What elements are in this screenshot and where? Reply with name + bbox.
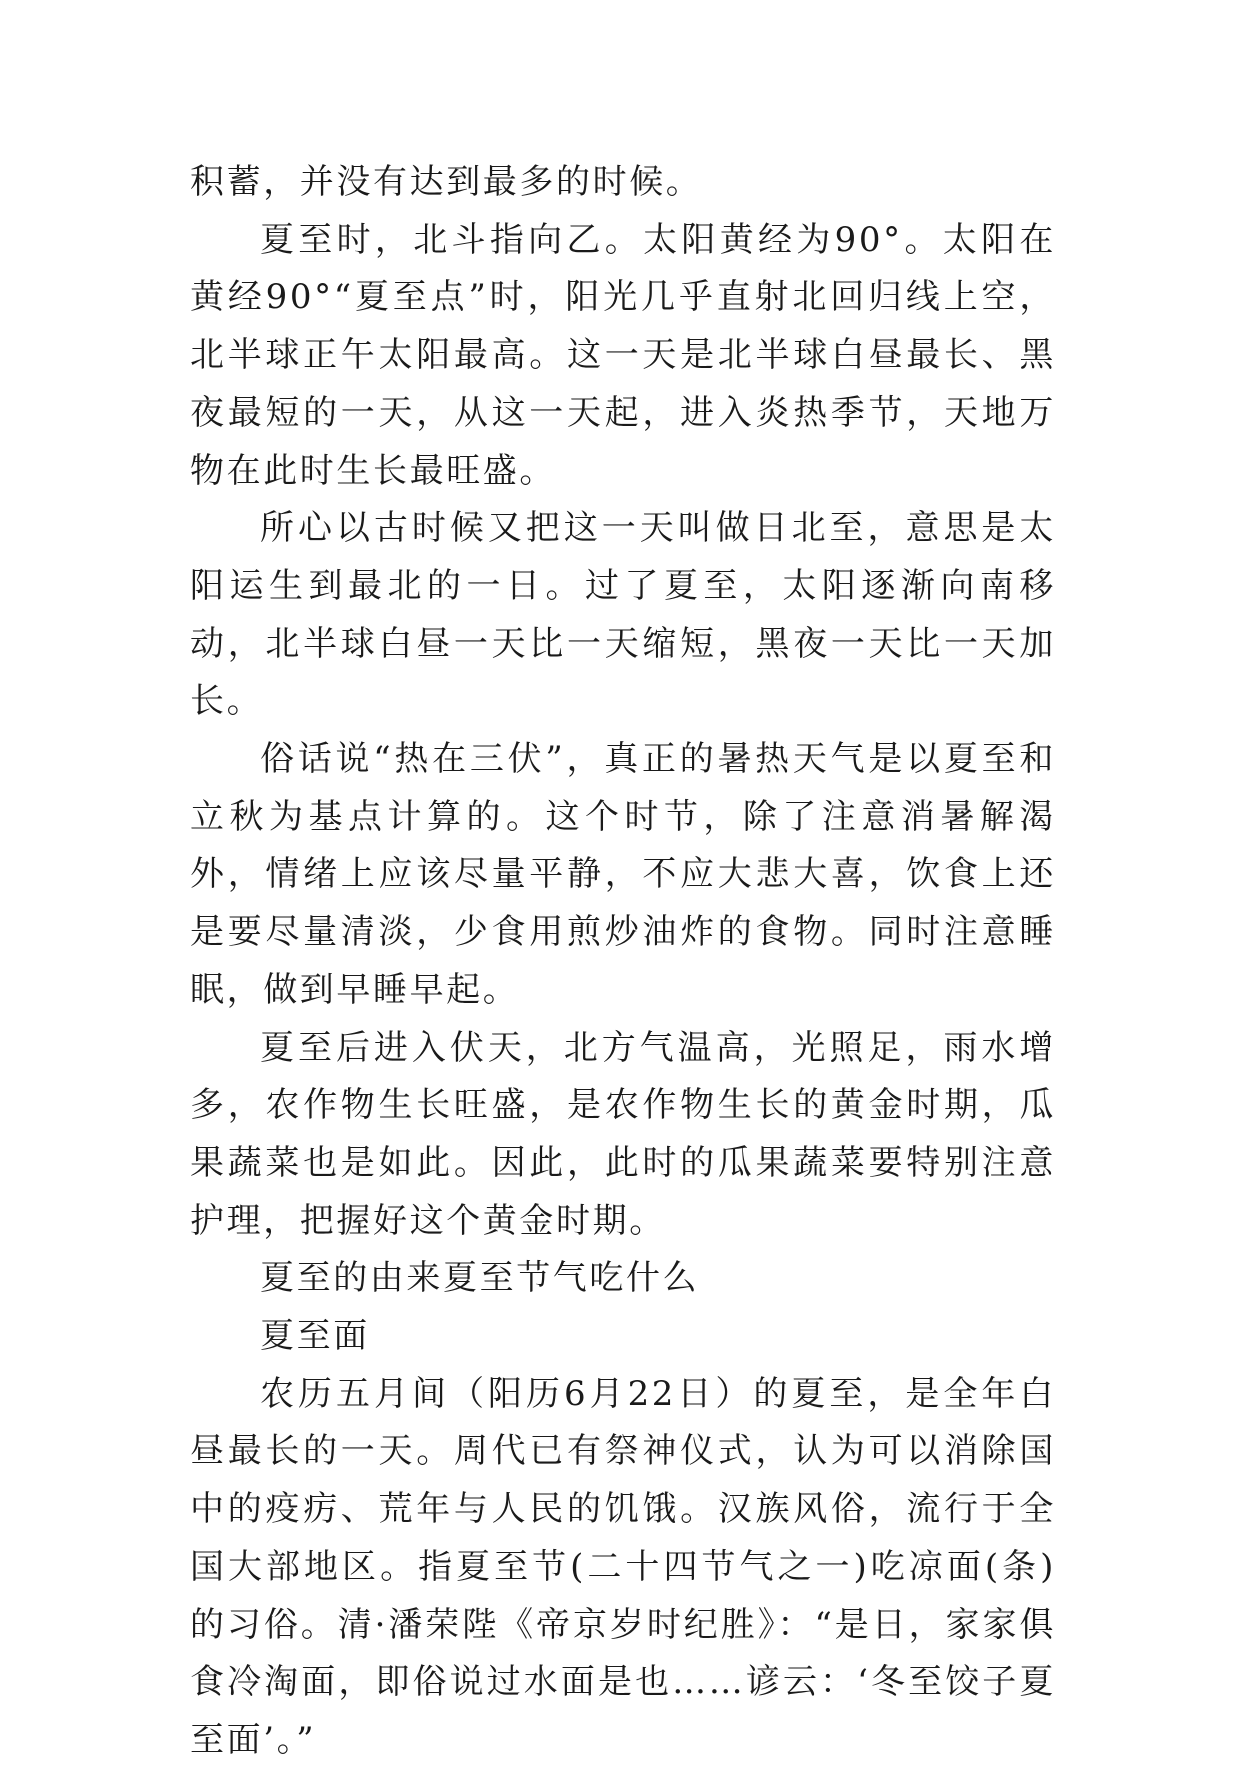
paragraph-xiazhi-mian: 农历五月间（阳历6月22日）的夏至，是全年白昼最长的一天。周代已有祭神仪式，认为可以消除国中的疫疠、荒年与人民的饥饿。汉族风俗，流行于全国大部地区。指夏至节(二十四节气之一)吃凉面(条)的习俗。清·潘荣陛《帝京岁时纪胜》：“是日，家家俱食冷淘面，即俗说过水面是也……谚云：‘冬至饺子夏至面’。” xyxy=(190,1373,1056,1760)
paragraph-summer-solstice-sun: 夏至时，北斗指向乙。太阳黄经为90°。太阳在黄经90°“夏至点”时，阳光几乎直射北回归线上空，北半球正午太阳最高。这一天是北半球白昼最长、黑夜最短的一天，从这一天起，进入炎热季节，天地万物在此时生长最旺盛。 xyxy=(190,219,1056,491)
paragraph-san-fu: 俗话说“热在三伏”，真正的暑热天气是以夏至和立秋为基点计算的。这个时节，除了注意消暑解渴外，情绪上应该尽量平静，不应大悲大喜，饮食上还是要尽量清淡，少食用煎炒油炸的食物。同时注意睡眠，做到早睡早起。 xyxy=(190,739,1056,1010)
paragraph-fu-tian: 夏至后进入伏天，北方气温高，光照足，雨水增多，农作物生长旺盛，是农作物生长的黄金时期，瓜果蔬菜也是如此。因此，此时的瓜果蔬菜要特别注意护理，把握好这个黄金时期。 xyxy=(190,1027,1056,1241)
section-heading: 夏至的由来夏至节气吃什么 xyxy=(260,1258,700,1299)
paragraph-continuation: 积蓄，并没有达到最多的时候。 xyxy=(190,162,703,202)
paragraph-ri-bei-zhi: 所心以古时候又把这一天叫做日北至，意思是太阳运生到最北的一日。过了夏至，太阳逐渐向南移动，北半球白昼一天比一天缩短，黑夜一天比一天加长。 xyxy=(190,508,1056,722)
document-body xyxy=(190,154,1056,1770)
subsection-heading: 夏至面 xyxy=(260,1316,370,1357)
